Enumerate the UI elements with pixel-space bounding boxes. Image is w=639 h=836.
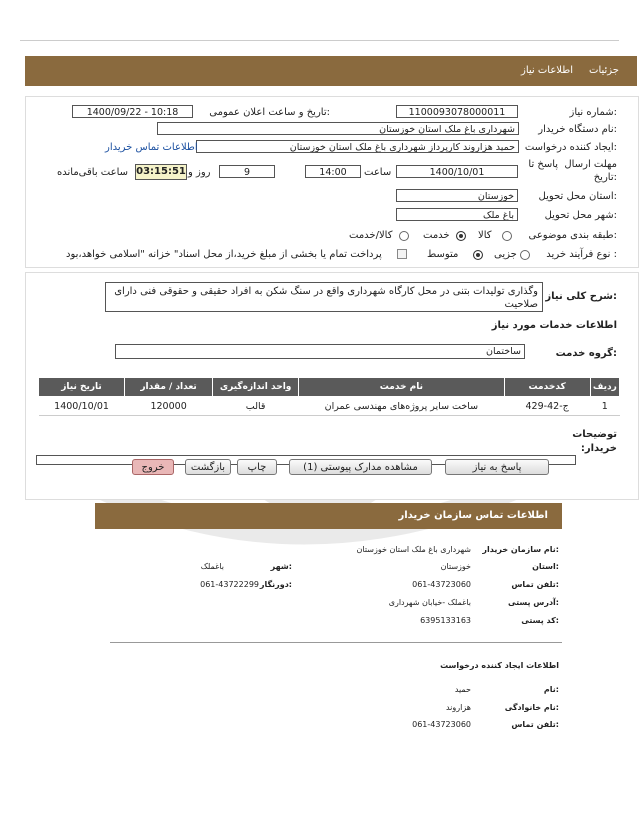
buyer-org-field: شهرداری باغ ملک استان خوزستان <box>157 122 519 135</box>
contact-address-value: باغملک -خیابان شهرداری <box>388 598 471 607</box>
attachments-button[interactable]: مشاهده مدارک پیوستی (1) <box>289 459 432 475</box>
print-button[interactable]: چاپ <box>237 459 277 475</box>
contact-phone-value: 061-43723060 <box>412 580 471 589</box>
category-both-label: کالا/خدمت <box>349 230 393 241</box>
province-label: استان محل تحویل: <box>538 191 617 202</box>
org-name-label: نام سازمان خریدار: <box>482 545 559 554</box>
need-number-label: شماره نیاز: <box>569 107 617 118</box>
category-goods-label: کالا <box>478 230 492 241</box>
service-group-field: ساختمان <box>115 344 525 359</box>
process-medium-label: متوسط <box>427 249 459 260</box>
category-goods-radio[interactable] <box>502 231 512 241</box>
contact-province-value: خوزستان <box>440 562 471 571</box>
services-table <box>38 377 620 416</box>
announce-label: تاریخ و ساعت اعلان عمومی: <box>209 107 330 118</box>
tab-details[interactable]: جزئیات <box>589 65 619 76</box>
announce-field: 1400/09/22 - 10:18 <box>72 105 193 118</box>
org-name-value: شهرداری باغ ملک استان خوزستان <box>356 545 471 554</box>
category-label: طبقه بندی موضوعی: <box>528 230 617 241</box>
contact-phone-label: تلفن تماس: <box>511 580 559 589</box>
process-minor-label: جزیی <box>494 249 517 260</box>
buyer-notes-label: توضیحات خریدار: <box>572 429 617 454</box>
creator-first-name-value: حمید <box>454 685 471 694</box>
cell-service-name: ساخت سایر پروژه‌های مهندسی عمران <box>299 397 504 416</box>
category-both-radio[interactable] <box>399 231 409 241</box>
remaining-timer: 03:15:51 <box>135 164 187 180</box>
contact-address-label: آدرس پستی: <box>508 598 559 607</box>
contact-postal-value: 6395133163 <box>420 616 471 625</box>
process-medium-radio[interactable] <box>473 250 483 260</box>
cell-row-number: 1 <box>590 397 619 416</box>
process-minor-radio[interactable] <box>520 250 530 260</box>
payment-note: پرداخت تمام یا بخشی از مبلغ خرید،از محل اسناد" خزانه "اسلامی خواهد،بود <box>66 249 382 260</box>
province-field: خوزستان <box>396 189 518 202</box>
cell-unit: قالب <box>213 397 299 416</box>
contact-title: اطلاعات تماس سازمان خریدار <box>398 510 548 521</box>
deadline-label-line1: مهلت ارسال پاسخ تا <box>528 159 617 170</box>
deadline-time-field: 14:00 <box>305 165 361 178</box>
remaining-label: ساعت باقی‌مانده <box>57 167 129 178</box>
buyer-org-label: نام دستگاه خریدار: <box>538 124 617 135</box>
creator-phone-label: تلفن تماس: <box>511 720 559 729</box>
services-table-header <box>39 378 620 397</box>
time-label: ساعت <box>364 167 392 178</box>
contact-province-label: استان: <box>532 562 559 571</box>
cell-quantity: 120000 <box>125 397 213 416</box>
contact-city-value: باغملک <box>200 562 224 571</box>
contact-city-label: شهر: <box>270 562 292 571</box>
col-need-date: تاریخ نیاز <box>39 378 125 397</box>
contact-divider <box>110 642 562 643</box>
contact-postal-label: کد پستی: <box>521 616 559 625</box>
summary-text: وگذاری تولیدات بتنی در محل کارگاه شهرداری واقع در سنگ شکن به افراد حقیقی و حقوقی فنی دارای صلاحیت <box>105 282 543 312</box>
header-bar <box>25 56 637 86</box>
creator-info-title: اطلاعات ایجاد کننده درخواست <box>440 661 559 670</box>
top-divider <box>20 40 619 41</box>
process-label: نوع فرآیند خرید : <box>546 249 617 260</box>
col-unit: واحد اندازه‌گیری <box>213 378 299 397</box>
contact-fax-value: 061-43722299 <box>200 580 259 589</box>
need-number-field: 1100093078000011 <box>396 105 518 118</box>
treasury-payment-checkbox[interactable] <box>397 249 407 259</box>
table-row <box>39 397 620 416</box>
buyer-contact-link[interactable]: اطلاعات تماس خریدار <box>105 142 198 153</box>
exit-button[interactable]: خروج <box>132 459 174 475</box>
tab-need-info[interactable]: اطلاعات نیاز <box>521 65 573 76</box>
days-field: 9 <box>219 165 275 178</box>
city-label: شهر محل تحویل: <box>544 210 617 221</box>
category-service-label: خدمت <box>423 230 450 241</box>
col-row-number: ردیف <box>590 378 619 397</box>
col-service-name: نام خدمت <box>299 378 504 397</box>
creator-last-name-value: هزاروند <box>445 703 471 712</box>
deadline-label-line2: تاریخ: <box>593 172 617 183</box>
col-quantity: تعداد / مقدار <box>125 378 213 397</box>
city-field: باغ ملک <box>396 208 518 221</box>
contact-fax-label: دورنگار: <box>259 580 292 589</box>
deadline-date-field: 1400/10/01 <box>396 165 518 178</box>
service-group-label: گروه خدمت: <box>555 348 617 359</box>
creator-last-name-label: نام خانوادگی: <box>504 703 559 712</box>
creator-label: ایجاد کننده درخواست: <box>524 142 617 153</box>
services-section-title: اطلاعات خدمات مورد نیاز <box>491 320 617 331</box>
days-label: روز و <box>188 167 211 178</box>
summary-label: شرح کلی نیاز: <box>545 291 617 302</box>
cell-need-date: 1400/10/01 <box>39 397 125 416</box>
reply-button[interactable]: پاسخ به نیاز <box>445 459 549 475</box>
category-service-radio[interactable] <box>456 231 466 241</box>
contact-header-bar <box>95 503 562 529</box>
cell-service-code: ج-42-429 <box>504 397 590 416</box>
back-button[interactable]: بازگشت <box>185 459 231 475</box>
creator-phone-value: 061-43723060 <box>412 720 471 729</box>
creator-field: حمید هزاروند کارپرداز شهرداری باغ ملک استان خوزستان <box>196 140 519 153</box>
col-service-code: کدخدمت <box>504 378 590 397</box>
creator-first-name-label: نام: <box>543 685 559 694</box>
